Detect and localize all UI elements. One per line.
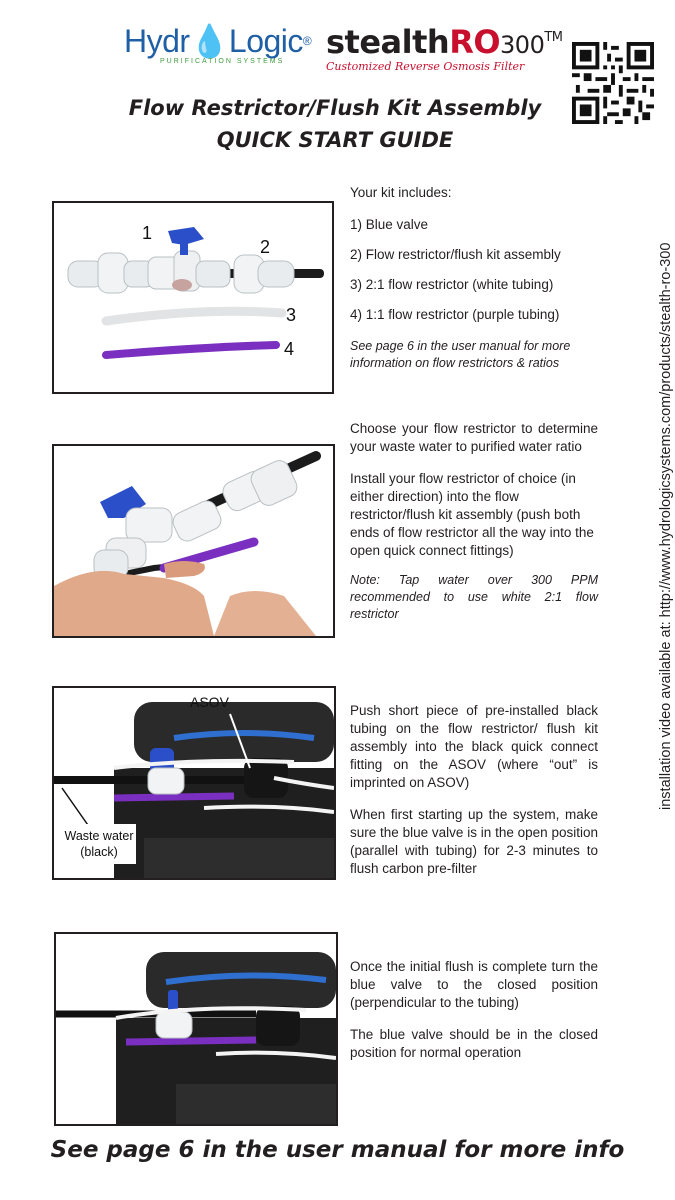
logo-text-hydr: Hydr <box>124 23 190 59</box>
waste-water-color-label: (black) <box>80 845 118 859</box>
water-drop-icon: 💧 <box>189 23 229 59</box>
kit-contents-text <box>350 184 598 384</box>
tap-water-note: Note: Tap water over 300 PPM recommended to use white 2:1 flow restrictor <box>350 573 598 621</box>
callout-1: 1 <box>142 223 153 243</box>
stealth-tagline: Customized Reverse Osmosis Filter <box>326 60 525 73</box>
normal-operation-note: The blue valve should be in the closed position for normal operation <box>350 1027 598 1060</box>
logo-text-stealth: stealth <box>326 23 450 61</box>
logo-text-300: 300 <box>500 31 545 59</box>
kit-note: See page 6 in the user manual for more information on flow restrictors & ratios <box>350 339 571 370</box>
installation-video-note <box>634 150 674 810</box>
flush-instructions: When first starting up the system, make sure the blue valve is in the open position (parallel with tubing) for 2-3 minutes to flush carbon pre-filter <box>350 807 598 876</box>
registered-mark: ® <box>302 34 312 48</box>
closed-valve-photo <box>54 932 338 1126</box>
choose-restrictor-text: Choose your flow restrictor to determine your waste water to purified water ratio <box>350 421 598 454</box>
closed-valve-text <box>350 958 598 1074</box>
page-subtitle: QUICK START GUIDE <box>216 128 454 152</box>
asov-connection-text <box>350 702 598 890</box>
install-restrictor-text <box>350 420 598 635</box>
callout-4: 4 <box>284 339 295 359</box>
hydrologic-tagline: PURIFICATION SYSTEMS <box>160 58 285 65</box>
qr-code-icon[interactable] <box>572 42 654 124</box>
asov-label: ASOV <box>190 694 229 710</box>
close-valve-instructions: Once the initial flush is complete turn the blue valve to the closed position (perpendicular to the tubing) <box>350 959 598 1010</box>
hydrologic-logo <box>124 24 314 84</box>
kit-item: 4) 1:1 flow restrictor (purple tubing) <box>350 307 560 322</box>
asov-connection-photo <box>52 686 336 880</box>
callout-3: 3 <box>286 305 297 325</box>
install-restrictor-photo <box>52 444 335 638</box>
install-restrictor-instructions: Install your flow restrictor of choice (in either direction) into the flow restrictor/flush kit assembly (push both ends of flow restrictor all the way into the open quick connect fittings) <box>350 471 594 558</box>
footer-note: See page 6 in the user manual for more info <box>50 1137 625 1163</box>
kit-item: 1) Blue valve <box>350 217 429 232</box>
push-tubing-instructions: Push short piece of pre-installed black tubing on the flow restrictor/ flush kit assembly into the black quick connect fitting on the ASOV (where “out” is imprinted on ASOV) <box>350 703 598 790</box>
kit-item: 3) 2:1 flow restrictor (white tubing) <box>350 277 554 292</box>
waste-water-label: Waste water <box>64 829 134 843</box>
logo-text-logic: Logic <box>228 23 303 59</box>
callout-2: 2 <box>260 237 271 257</box>
installation-video-link[interactable]: installation video available at: http://www.hydrologicsystems.com/products/stealth-ro-300 <box>658 242 674 810</box>
kit-item: 2) Flow restrictor/flush kit assembly <box>350 247 561 262</box>
page-title: Flow Restrictor/Flush Kit Assembly <box>128 96 542 120</box>
trademark-mark: TM <box>544 30 563 45</box>
logo-text-ro: RO <box>449 23 501 61</box>
stealth-ro-logo <box>326 23 563 80</box>
kit-contents-photo <box>52 201 334 394</box>
kit-intro: Your kit includes: <box>350 185 452 200</box>
